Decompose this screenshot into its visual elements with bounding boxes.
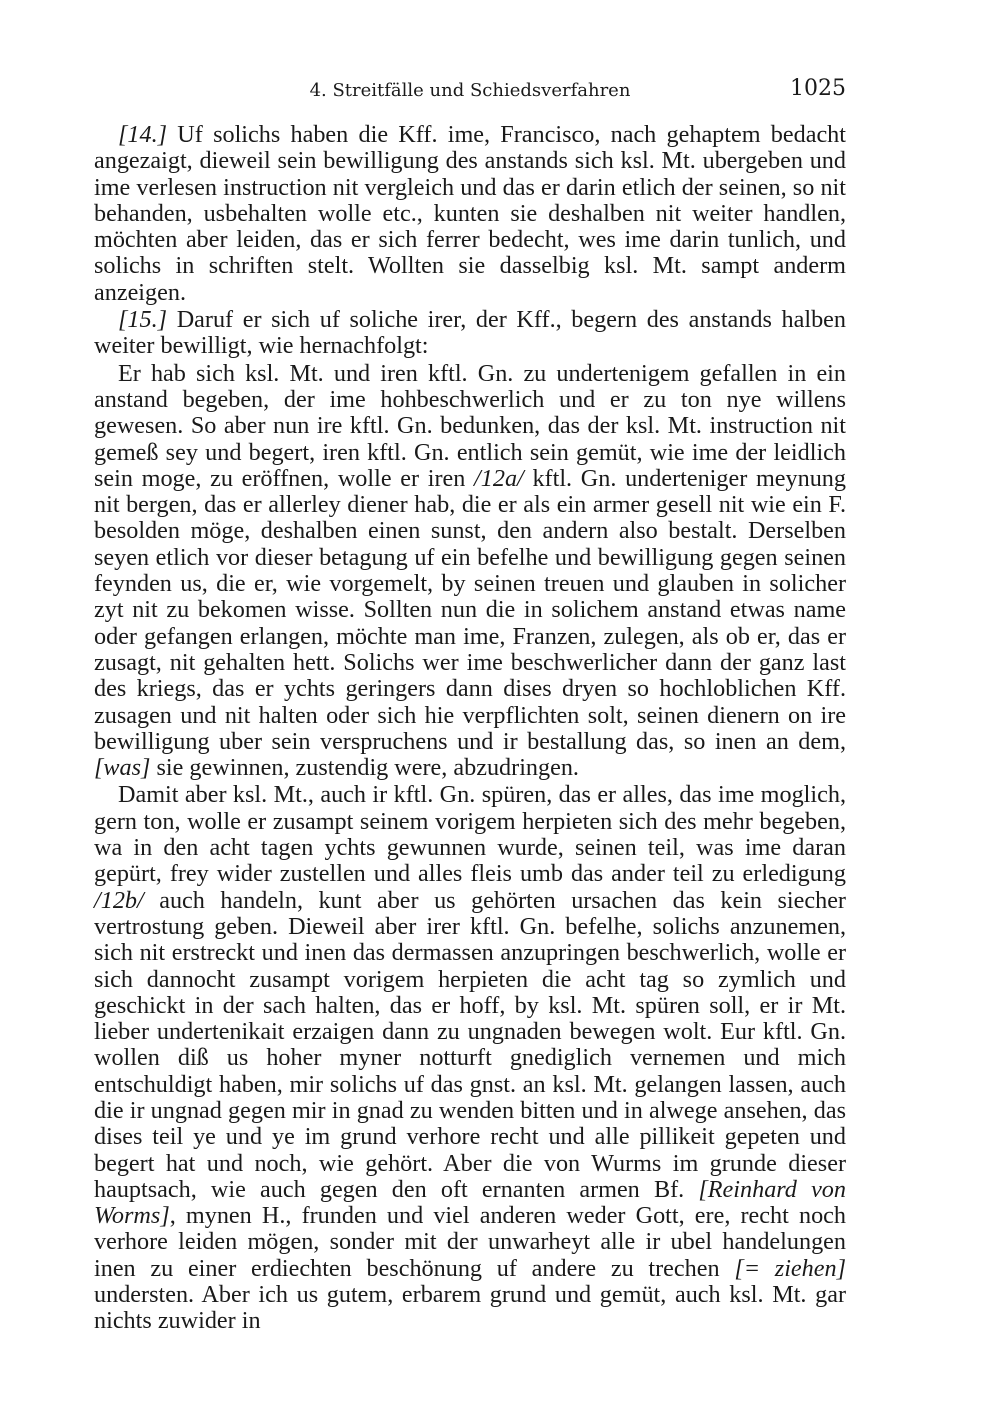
page-number: 1025 [790,76,846,101]
paragraph-text: Daruf er sich uf soliche irer, der Kff., begern des anstands halben weiter bewilligt, wie hernachfolgt: [94,306,846,360]
editorial-note: [Reinhard von Worms] [94,1175,846,1230]
paragraph-text: auch handeln, kunt aber us gehörten ursachen das kein siecher vertrostung geben. Dieweil aber irer kftl. Gn. befelhe, solichs anzunemen, sich nit erstreckt und inen das dermassen anzupringen beschwerlich, wolle er sich dannocht zusampt vorigem herpieten die acht tag so zymlich und geschickt in der sach halten, das er hoff, by ksl. Mt. spüren soll, er ir Mt. lieber undertenikait erzaigen dann zu ungnaden bewegen wolt. Eur kftl. Gn. wollen diß us hoher myner notturft gnediglich vernemen und mich entschuldigt haben, mir solichs uf das gnst. an ksl. Mt. gelangen lassen, auch die ir ungnad gegen mir in gnad zu wenden bitten und in alwege ansehen, das dises teil ye und ye im grund verhore recht und alle pillikeit gepeten und begert hat und noch, wie gehört. Aber die von Wurms im grunde dieser hauptsach, wie auch gegen den oft ernanten armen Bf. [94,886,846,1203]
paragraph-continuation [94,782,846,1334]
folio-marker: /12a/ [474,464,524,492]
paragraph-text: Damit aber ksl. Mt., auch ir kftl. Gn. spüren, das er alles, das ime moglich, gern ton, wolle er zusampt seinem vorigem herpieten sich des mehr begeben, wa in den acht tagen ychts gewunnen wurde, seinen teil, was ime daran gepürt, frey wider zustellen und alles fleis umb das ander teil zu erledigung [94,781,846,888]
editorial-insertion: [was] [94,754,151,782]
editorial-gloss: [= ziehen] [734,1254,846,1282]
paragraph-text: sie gewinnen, zustendig were, abzudringen. [150,754,579,782]
paragraph-text: , mynen H., frunden und viel anderen weder Gott, ere, recht noch verhore leiden mögen, sonder mit der unwarheyt alle ir ubel handelungen inen zu einer erdiechten beschönung uf andere zu trechen [94,1202,846,1282]
section-marker: [14.] [118,121,168,148]
page-header [94,76,846,112]
running-title: 4. Streitfälle und Schiedsverfahren [309,80,631,101]
section-marker: [15.] [118,306,168,334]
paragraph-statement [94,361,846,782]
paragraph-15 [94,307,846,360]
paragraph-text: Er hab sich ksl. Mt. und iren kftl. Gn. zu undertenigem gefallen in ein anstand begeben, der ime hohbeschwerlich und er zu ton nye willens gewesen. So aber nun ire kftl. Gn. bedunken, das der ksl. Mt. instruction nit gemeß sey und begert, iren kftl. Gn. entlich sein gemüt, wie ime der leidlich sein moge, zu eröffnen, wolle er iren [94,359,846,492]
folio-marker: /12b/ [94,886,144,914]
paragraph-14 [94,122,846,306]
paragraph-text: Uf solichs haben die Kff. ime, Francisco, nach gehaptem bedacht angezaigt, dieweil sein bewilligung des anstands sich ksl. Mt. ubergeben und ime verlesen instruction nit vergleich und das er darin etlich der seinen, so nit behanden, usbehalten wolle etc., kunten sie deshalben nit weiter handlen, möchten aber leiden, das er sich ferrer bedecht, wes ime darin tunlich, und solichs in schriften stelt. Wollten sie dasselbig ksl. Mt. sampt anderm anzeigen. [94,121,846,306]
body-text [94,122,846,1335]
paragraph-text: understen. Aber ich us gutem, erbarem grund und gemüt, auch ksl. Mt. gar nichts zuwider in [94,1281,846,1335]
paragraph-text: kftl. Gn. underteniger meynung nit bergen, das er allerley diener hab, die er als ein armer gesell nit wie ein F. besolden möge, deshalben einen sunst, den andern also bestalt. Derselben seyen etlich vor dieser betagung uf ein befelhe und bewilligung gegen seinen feynden us, die er, wie vorgemelt, by seinen treuen und glauben in solicher zyt nit zu bekomen wisse. Sollten nun die in solichem anstand etwas name oder gefangen erlangen, möchte man ime, Franzen, zulegen, als ob er, das er zusagt, nit gehalten hett. Solichs wer ime beschwerlicher dann der ganz last des kriegs, das er ychts geringers dann dises dryen so hochloblichen Kff. zusagen und nit halten oder sich hie verpflichten solt, seinen dienern on ire bewilligung uber sein verspruchens und ir bestallung das, so inen an dem, [94,464,846,755]
